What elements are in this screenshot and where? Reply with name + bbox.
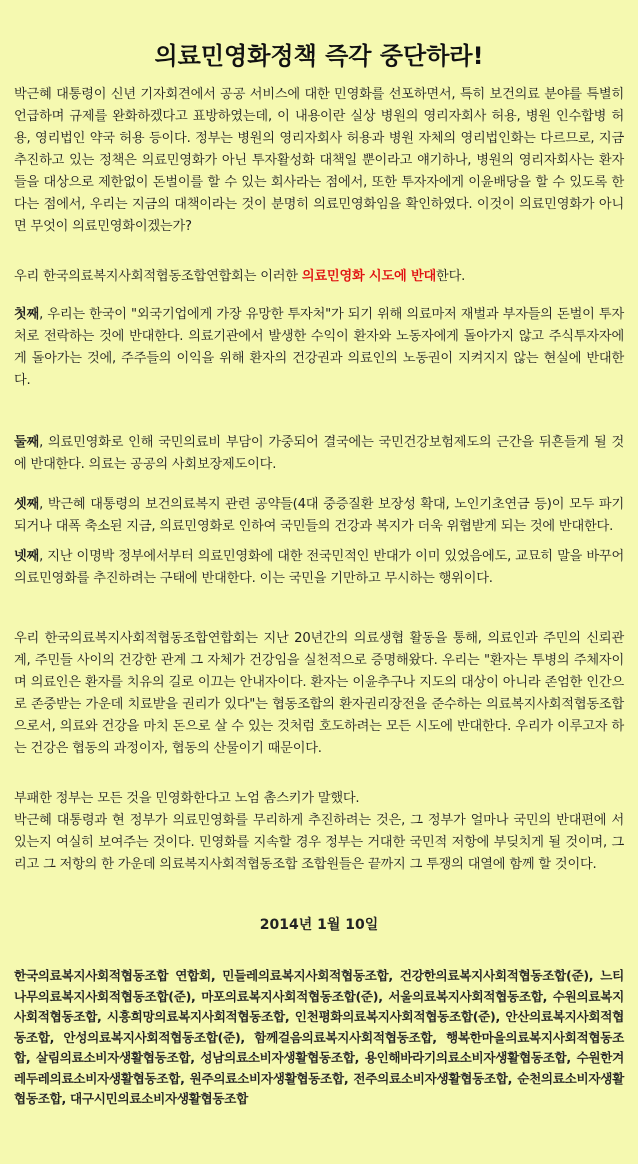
position-text-end: 한다. xyxy=(436,269,466,284)
intro-paragraph: 박근혜 대통령이 신년 기자회견에서 공공 서비스에 대한 민영화를 선포하면서, 특히 보건의료 분야를 특별히 언급하며 규제를 완화하겠다고 표방하였는데, 이 내용이란 실상 병원의 영리자회사 허용, 병원 인수합병 허용, 영리법인 약국 허용 등이다. 정부는 병원의 영리자회사 허용과 병원 자체의 영리법인화는 다르므로, 지금 추진하고 있는 정책은 의료민영화가 아닌 투자활성화 대책일 뿐이라고 얘기하나, 병원의 영리자회사는 환자들을 대상으로 제한없이 돈벌이를 할 수 있는 회사라는 점에서, 또한 투자자에게 이윤배당을 할 수 있도록 한다는 점에서, 우리는 지금의 대책이라는 것이 분명히 의료민영화임을 확인하였다. 이것이 의료민영화가 아니면 무엇이 의료민영화이겠는가? xyxy=(14,87,624,234)
page-title: 의료민영화정책 즉각 중단하라! xyxy=(154,42,484,70)
point-first-lead: 첫째 xyxy=(14,307,40,322)
point-fourth-lead: 넷째 xyxy=(14,549,40,564)
closing-paragraph xyxy=(14,788,624,876)
position-paragraph xyxy=(14,266,624,288)
cooperative-paragraph: 우리 한국의료복지사회적협동조합연합회는 지난 20년간의 의료생협 활동을 통해, 의료인과 주민의 신뢰관계, 주민들 사이의 건강한 관계 그 자체가 건강임을 실천적으로 증명해왔다. 우리는 "환자는 투병의 주체자이며 의료인은 환자를 치유의 길로 이끄는 안내자이다. 환자는 이윤추구나 지도의 대상이 아니라 존엄한 인간으로 존중받는 가운데 치료받을 권리가 있다"는 협동조합의 환자권리장전을 준수하는 의료복지사회적협동조합으로서, 의료와 건강을 마치 돈으로 살 수 있는 것처럼 호도하려는 모든 시도에 반대한다. 우리가 이루고자 하는 건강은 협동의 과정이자, 협동의 산물이기 때문이다. xyxy=(14,631,624,756)
point-second-lead: 둘째 xyxy=(14,435,40,450)
closing-text: 박근혜 대통령과 현 정부가 의료민영화를 무리하게 추진하려는 것은, 그 정부가 얼마나 국민의 반대편에 서 있는지 여실히 보여주는 것이다. 민영화를 지속할 경우 정부는 거대한 국민적 저항에 부딪치게 될 것이며, 그리고 그 저항의 한 가운데 의료복지사회적협동조합 조합원들은 끝까지 그 투쟁의 대열에 함께 할 것이다. xyxy=(14,813,624,872)
point-fourth-paragraph xyxy=(14,546,624,590)
signatory-list: 한국의료복지사회적협동조합 연합회, 민들레의료복지사회적협동조합, 건강한의료복지사회적협동조합(준), 느티나무의료복지사회적협동조합(준), 마포의료복지사회적협동조합(준), 서울의료복지사회적협동조합, 수원의료복지사회적협동조합, 시흥희망의료복지사회적협동조합, 인천평화의료복지사회적협동조합(준), 안산의료복지사회적협동조합, 안성의료복지사회적협동조합(준), 함께걸음의료복지사회적협동조합, 행복한마을의료복지사회적협동조합, 살림의료소비자생활협동조합, 성남의료소비자생활협동조합, 용인해바라기의료소비자생활협동조합, 수원한겨레두레의료소비자생활협동조합, 원주의료소비자생활협동조합, 전주의료소비자생활협동조합, 순천의료소비자생활협동조합, 대구시민의료소비자생활협동조합 xyxy=(14,968,624,1106)
point-second-text: , 의료민영화로 인해 국민의료비 부담이 가중되어 결국에는 국민건강보험제도의 근간을 뒤흔들게 될 것에 반대한다. 의료는 공공의 사회보장제도이다. xyxy=(14,435,624,472)
point-third-text: , 박근혜 대통령의 보건의료복지 관련 공약들(4대 중증질환 보장성 확대, 노인기초연금 등)이 모두 파기되거나 대폭 축소된 지금, 의료민영화로 인하여 국민들의 건강과 복지가 더욱 위협받게 되는 것에 반대한다. xyxy=(14,497,624,534)
position-highlight: 의료민영화 시도에 반대 xyxy=(301,269,437,284)
point-fourth-text: , 지난 이명박 정부에서부터 의료민영화에 대한 전국민적인 반대가 이미 있었음에도, 교묘히 말을 바꾸어 의료민영화를 추진하려는 구태에 반대한다. 이는 국민을 기만하고 무시하는 행위이다. xyxy=(14,549,624,586)
closing-quote: 부패한 정부는 모든 것을 민영화한다고 노엄 촘스키가 말했다. xyxy=(14,791,360,806)
point-third-lead: 셋째 xyxy=(14,497,40,512)
point-first-text: , 우리는 한국이 "외국기업에게 가장 유망한 투자처"가 되기 위해 의료마저 재벌과 부자들의 돈벌이 투자처로 전락하는 것에 반대한다. 의료기관에서 발생한 수익이 환자와 노동자에게 돌아가지 않고 주식투자자에게 돌아가는 것에, 주주들의 이익을 위해 환자의 건강권과 의료인의 노동권이 지켜지지 않는 현실에 반대한다. xyxy=(14,307,624,388)
point-second-paragraph xyxy=(14,432,624,476)
statement-date: 2014년 1월 10일 xyxy=(259,917,379,933)
point-third-paragraph xyxy=(14,494,624,538)
point-first-paragraph xyxy=(14,304,624,392)
position-text-start: 우리 한국의료복지사회적협동조합연합회는 이러한 xyxy=(14,269,302,284)
